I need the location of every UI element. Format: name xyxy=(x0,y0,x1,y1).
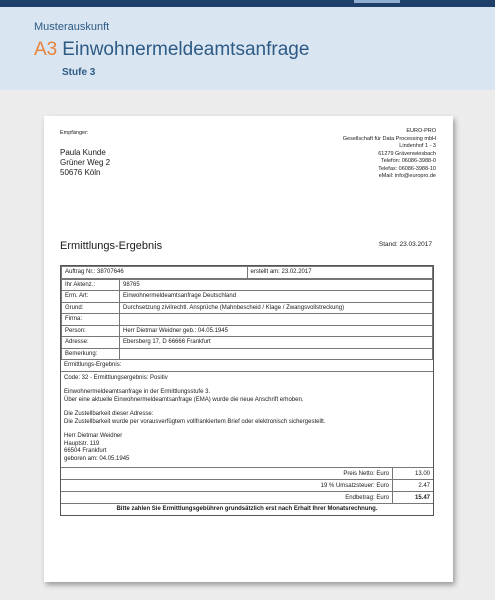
total-label: Endbetrag: Euro xyxy=(61,492,393,504)
recipient-label: Empfänger: xyxy=(60,130,89,136)
page-title xyxy=(34,39,309,61)
row-label: Ihr Aktenz.: xyxy=(62,279,120,291)
sender-line: Telefon: 06086-3988-0 xyxy=(380,158,436,164)
document-date: Stand: 23.03.2017 xyxy=(378,241,432,248)
row-value xyxy=(120,348,433,360)
row-label: Adresse: xyxy=(62,337,120,349)
total-label: Preis Netto: Euro xyxy=(343,470,389,477)
row-value: Einwohnermeldeamtsanfrage Deutschland xyxy=(120,291,433,303)
sender-line: EURO-PRO xyxy=(406,128,436,134)
row-value: 98765 xyxy=(120,279,433,291)
table-row xyxy=(62,314,433,326)
header-kicker: Musterauskunft xyxy=(34,21,110,33)
page-title-text: Einwohnermeldeamtsanfrage xyxy=(62,39,310,60)
sender-line: Gesellschaft für Data Processing mbH xyxy=(342,135,436,142)
sender-line: 61279 Grävenwiesbach xyxy=(378,150,436,157)
table-row xyxy=(61,492,433,504)
result-address xyxy=(64,433,430,463)
row-label: Erm. Art: xyxy=(62,291,120,303)
created-date: erstellt am: 23.02.2017 xyxy=(247,267,433,279)
result-line: Die Zustellbarkeit wurde per vorausverfügtem vollfrankiertem Brief oder elektronisch sichergestellt. xyxy=(64,418,326,425)
table-row xyxy=(62,302,433,314)
row-value xyxy=(120,314,433,326)
result-line: Hauptstr. 119 xyxy=(64,440,100,447)
result-line: Die Zustellbarkeit dieser Adresse: xyxy=(64,411,154,417)
result-form xyxy=(60,265,434,516)
result-body xyxy=(61,372,433,469)
table-row xyxy=(62,267,433,279)
row-label: Grund: xyxy=(62,302,120,314)
row-label: Person: xyxy=(62,325,120,337)
table-row xyxy=(61,468,433,480)
document-title: Ermittlungs-Ergebnis xyxy=(60,240,163,252)
total-value: 13.00 xyxy=(393,468,434,480)
recipient-line: Paula Kunde xyxy=(60,148,106,157)
table-row xyxy=(62,325,433,337)
details-table xyxy=(61,279,433,361)
result-paragraph xyxy=(64,411,430,426)
result-paragraph xyxy=(64,389,430,404)
order-number: Auftrag Nr.: 38707646 xyxy=(62,267,248,279)
result-line: Über eine aktuelle Einwohnermeldeamtsanfrage (EMA) wurde die neue Anschrift erhoben. xyxy=(64,396,304,403)
row-label: Firma: xyxy=(62,314,120,326)
document-page xyxy=(44,116,453,582)
recipient-line: Grüner Weg 2 xyxy=(60,158,111,167)
page-subtitle: Stufe 3 xyxy=(62,67,96,78)
table-row xyxy=(62,348,433,360)
page-header xyxy=(0,7,495,90)
result-line: Einwohnermeldeamtsanfrage in der Ermittlungsstufe 3. xyxy=(64,389,211,395)
top-bar-accent xyxy=(354,0,400,3)
section-code: A3 xyxy=(34,39,58,60)
total-value: 15.47 xyxy=(393,492,434,504)
row-label: Bemerkung: xyxy=(62,348,120,360)
row-value: Herr Dietmar Weidner geb.: 04.05.1945 xyxy=(120,325,433,337)
totals-table xyxy=(61,468,433,503)
order-table xyxy=(61,266,433,279)
table-row xyxy=(62,291,433,303)
recipient-address xyxy=(60,148,110,178)
sender-line: Lindenhof 1 - 3 xyxy=(399,143,436,149)
sender-line: eMail: info@europro.de xyxy=(378,173,436,179)
top-bar xyxy=(0,0,495,7)
total-value: 2.47 xyxy=(393,480,434,492)
payment-notice: Bitte zahlen Sie Ermittlungsgebühren grundsätzlich erst nach Erhalt Ihrer Monatsrechnung. xyxy=(61,503,433,515)
total-label: 19 % Umsatzsteuer: Euro xyxy=(61,480,393,492)
result-line: geboren am: 04.05.1945 xyxy=(64,455,130,462)
recipient-line: 50676 Köln xyxy=(60,168,101,177)
sender-line: Telefax: 06086-3988-10 xyxy=(378,165,436,172)
result-line: 66504 Frankfurt xyxy=(64,448,107,454)
table-row xyxy=(62,279,433,291)
result-code: Code: 32 - Ermittlungsergebnis: Positiv xyxy=(64,374,168,381)
table-row xyxy=(61,480,433,492)
row-value: Ebersberg 17, D 66666 Frankfurt xyxy=(120,337,433,349)
result-line: Herr Dietmar Weidner xyxy=(64,433,123,439)
sender-address xyxy=(343,128,436,181)
result-heading: Ermittlungs-Ergebnis: xyxy=(61,360,433,372)
row-value: Durchsetzung zivilrechtl. Ansprüche (Mahnbescheid / Klage / Zwangsvollstreckung) xyxy=(120,302,433,314)
table-row xyxy=(62,337,433,349)
